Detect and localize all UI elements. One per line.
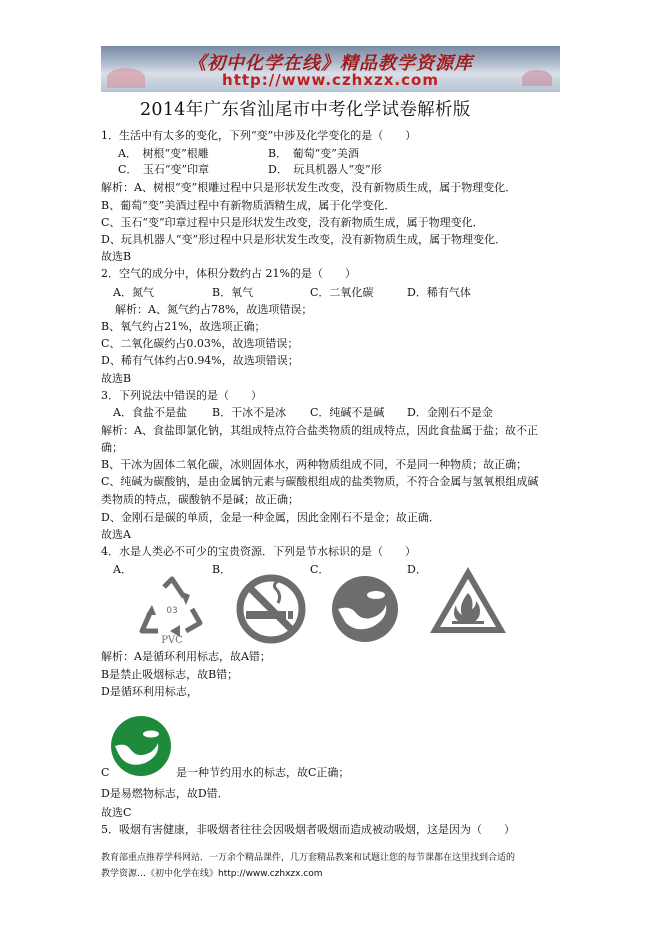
q1-option-d: D． 玩具机器人“变”形 — [268, 163, 382, 176]
q3-analysis-line: C、纯碱为碳酸钠，是由金属钠元素与碳酸根组成的盐类物质，不符合金属与氢氧根组成碱 — [101, 475, 539, 488]
q4-analysis-line: B是禁止吸烟标志，故B错； — [101, 668, 239, 681]
q3-option-a: A．食盐不是盐 — [113, 406, 187, 419]
q2-option-c: C．二氧化碳 — [310, 286, 374, 299]
q3-analysis-line: 类物质的特点，碳酸钠不是碱；故正确； — [101, 493, 299, 506]
document-title: 2014年广东省汕尾市中考化学试卷解析版 — [140, 100, 471, 120]
q3-option-d: D．金刚石不是金 — [407, 406, 493, 419]
q1-answer: 故选B — [101, 250, 132, 263]
q3-analysis-line: 确； — [101, 441, 123, 454]
q3-answer: 故选A — [101, 528, 131, 541]
q1-option-a: A． 树根“变”根雕 — [118, 147, 209, 160]
q3-option-b: B．干冰不是冰 — [212, 406, 287, 419]
q3-analysis-line: B、干冰为固体二氧化碳，冰则固体水，两种物质组成不同，不是同一种物质；故正确； — [101, 458, 528, 471]
water-saving-icon-green — [110, 715, 172, 777]
q2-answer: 故选B — [101, 372, 132, 385]
footer-line: 教学资源…《初中化学在线》http://www.czhxzx.com — [101, 869, 323, 879]
banner-url: http://www.czhxzx.com — [222, 71, 439, 89]
q1-option-c: C． 玉石“变”印章 — [118, 163, 210, 176]
q4-option-a: A． — [113, 563, 132, 576]
q1-analysis-line: 解析：A、树根“变”根雕过程中只是形状发生改变，没有新物质生成，属于物理变化． — [101, 181, 517, 194]
q4-stem: 4．水是人类必不可少的宝贵资源．下列是节水标识的是（ ） — [101, 545, 416, 558]
q2-analysis-line: B、氧气约占21%，故选项正确； — [101, 320, 266, 333]
q3-analysis-line: 解析：A、食盐即氯化钠，其组成特点符合盐类物质的组成特点，因此食盐属于盐；故不正 — [101, 424, 538, 437]
q2-option-b: B．氧气 — [212, 286, 254, 299]
q4-option-b: B． — [212, 563, 232, 576]
q4-c-label: C — [101, 766, 110, 779]
q4-analysis-line: 解析：A是循环利用标志，故A错； — [101, 650, 271, 663]
page-footer — [101, 850, 561, 882]
q3-option-c: C．纯碱不是碱 — [310, 406, 385, 419]
q4-option-d: D． — [407, 563, 427, 576]
q2-option-a: A．氮气 — [113, 286, 154, 299]
q2-stem: 2．空气的成分中，体积分数约占 21%的是（ ） — [101, 267, 356, 280]
q1-analysis-line: C、玉石“变”印章过程中只是形状发生改变，没有新物质生成，属于物理变化． — [101, 216, 484, 229]
footer-line: 教育部重点推荐学科网站．一万余个精品课件，几万套精品教案和试题让您的每节课都在这里找到合适的 — [101, 853, 516, 863]
flammable-warning-icon — [426, 563, 510, 637]
q2-analysis-line: C、二氧化碳约占0.03%，故选项错误； — [101, 337, 299, 350]
q4-analysis-line: D是循环利用标志， — [101, 685, 198, 698]
no-smoking-icon — [232, 573, 310, 645]
q3-stem: 3．下列说法中错误的是（ ） — [101, 389, 262, 402]
q4-option-c: C． — [310, 563, 330, 576]
q5-stem: 5．吸烟有害健康，非吸烟者往往会因吸烟者吸烟而造成被动吸烟，这是因为（ ） — [101, 823, 515, 836]
banner-title: 《初中化学在线》精品教学资源库 — [188, 53, 473, 74]
recycle-label-text: PVC — [161, 635, 183, 645]
q4-c-explanation: 是一种节约用水的标志，故C正确； — [176, 766, 350, 779]
q1-option-b: B． 葡萄“变”美酒 — [268, 147, 359, 160]
recycle-number-text: 03 — [166, 606, 178, 616]
q1-analysis-line: D、玩具机器人“变”形过程中只是形状发生改变，没有新物质生成，属于物理变化． — [101, 233, 507, 246]
header-banner — [101, 46, 560, 92]
q1-stem: 1．生活中有太多的变化，下列“变”中涉及化学变化的是（ ） — [101, 129, 417, 142]
water-saving-icon-gray — [328, 573, 402, 645]
recycle-pvc-icon — [130, 575, 214, 645]
q2-analysis-line: 解析：A、氮气约占78%，故选项错误； — [115, 303, 313, 316]
q2-analysis-line: D、稀有气体约占0.94%，故选项错误； — [101, 354, 299, 367]
q4-d-explanation: D是易燃物标志，故D错． — [101, 787, 229, 800]
q3-analysis-line: D、金刚石是碳的单质，金是一种金属，因此金刚石不是金；故正确． — [101, 511, 440, 524]
q4-answer: 故选C — [101, 806, 132, 819]
q1-analysis-line: B、葡萄“变”美酒过程中有新物质酒精生成，属于化学变化． — [101, 199, 396, 212]
q2-option-d: D．稀有气体 — [407, 286, 471, 299]
